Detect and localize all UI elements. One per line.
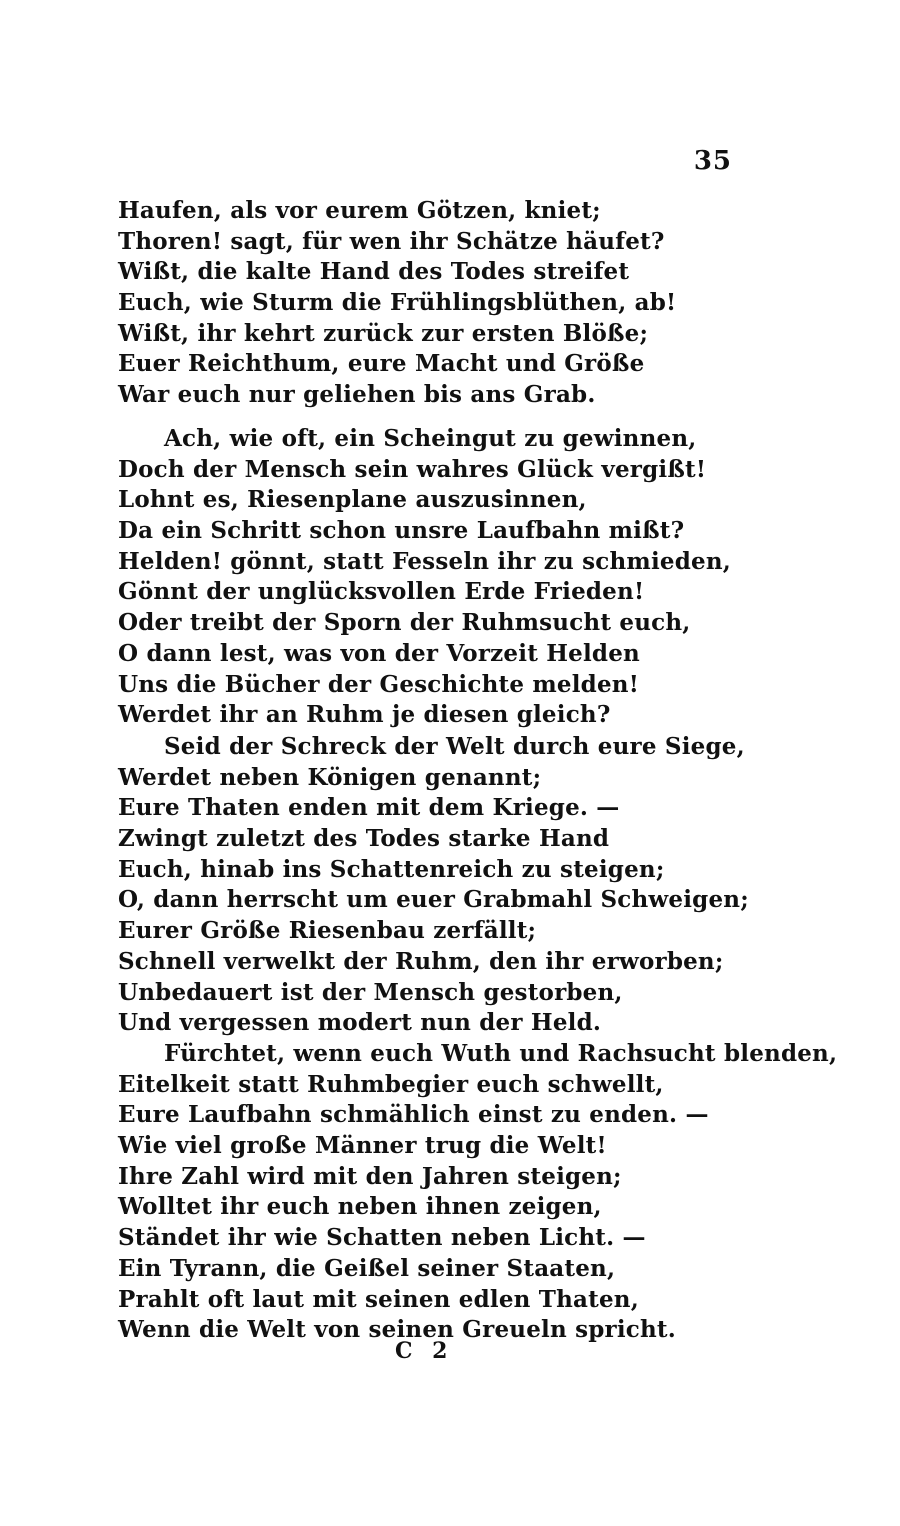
poem-line: Fürchtet, wenn euch Wuth und Rachsucht blenden,	[164, 1040, 838, 1067]
poem-line: Schnell verwelkt der Ruhm, den ihr erworben;	[118, 947, 724, 975]
poem-line: Seid der Schreck der Welt durch eure Siege,	[164, 733, 745, 760]
poem-line: Wenn die Welt von seinen Greueln spricht.	[118, 1316, 676, 1344]
stanza-2	[118, 424, 758, 731]
poem-line: Uns die Bücher der Geschichte melden!	[118, 670, 640, 698]
poem-line: Wißt, ihr kehrt zurück zur ersten Blöße;	[118, 319, 649, 347]
poem-line: Oder treibt der Sporn der Ruhmsucht euch,	[118, 609, 691, 637]
poem-line: Euch, wie Sturm die Frühlingsblüthen, ab!	[118, 289, 677, 317]
poem-line: Unbedauert ist der Mensch gestorben,	[118, 978, 623, 1006]
poem-line: Euer Reichthum, eure Macht und Größe	[118, 350, 645, 378]
page-number: 35	[693, 146, 732, 176]
poem-line: Eure Laufbahn schmählich einst zu enden. —	[118, 1101, 709, 1129]
stanza-3	[118, 732, 758, 1039]
poem-line: Werdet ihr an Ruhm je diesen gleich?	[118, 701, 611, 729]
poem-line: Da ein Schritt schon unsre Laufbahn mißt?	[118, 517, 685, 545]
poem-line: Eitelkeit statt Ruhmbegier euch schwellt,	[118, 1070, 664, 1098]
poem-line: Helden! gönnt, statt Fesseln ihr zu schmieden,	[118, 547, 731, 575]
poem-line: Euch, hinab ins Schattenreich zu steigen;	[118, 855, 665, 883]
poem-line: War euch nur geliehen bis ans Grab.	[118, 381, 596, 409]
poem-line: Lohnt es, Riesenplane auszusinnen,	[118, 486, 587, 514]
poem-line: Wolltet ihr euch neben ihnen zeigen,	[118, 1193, 602, 1221]
poem-line: O, dann herrscht um euer Grabmahl Schweigen;	[118, 886, 749, 914]
poem-line: Gönnt der unglücksvollen Erde Frieden!	[118, 578, 645, 606]
poem-line: Thoren! sagt, für wen ihr Schätze häufet?	[118, 227, 665, 255]
poem-line: Werdet neben Königen genannt;	[118, 763, 542, 791]
poem-line: O dann lest, was von der Vorzeit Helden	[118, 639, 640, 667]
poem-line: Ach, wie oft, ein Scheingut zu gewinnen,	[164, 425, 697, 452]
stanza-1	[118, 196, 758, 411]
poem-line: Eure Thaten enden mit dem Kriege. —	[118, 794, 620, 822]
poem-line: Ihre Zahl wird mit den Jahren steigen;	[118, 1162, 622, 1190]
poem-line: Und vergessen modert nun der Held.	[118, 1009, 602, 1037]
poem-line: Zwingt zuletzt des Todes starke Hand	[118, 825, 610, 853]
poem-line: Eurer Größe Riesenbau zerfällt;	[118, 917, 537, 945]
poem-line: Doch der Mensch sein wahres Glück vergißt!	[118, 455, 707, 483]
poem-line: Prahlt oft laut mit seinen edlen Thaten,	[118, 1285, 639, 1313]
poem-line: Wie viel große Männer trug die Welt!	[118, 1132, 607, 1160]
poem-line: Ständet ihr wie Schatten neben Licht. —	[118, 1224, 646, 1252]
poem-line: Wißt, die kalte Hand des Todes streifet	[118, 258, 630, 286]
poem-line: Haufen, als vor eurem Götzen, kniet;	[118, 197, 601, 224]
poem-line: Ein Tyrann, die Geißel seiner Staaten,	[118, 1254, 616, 1282]
printer-signature-mark: C 2	[395, 1338, 454, 1364]
stanza-4	[118, 1039, 838, 1346]
